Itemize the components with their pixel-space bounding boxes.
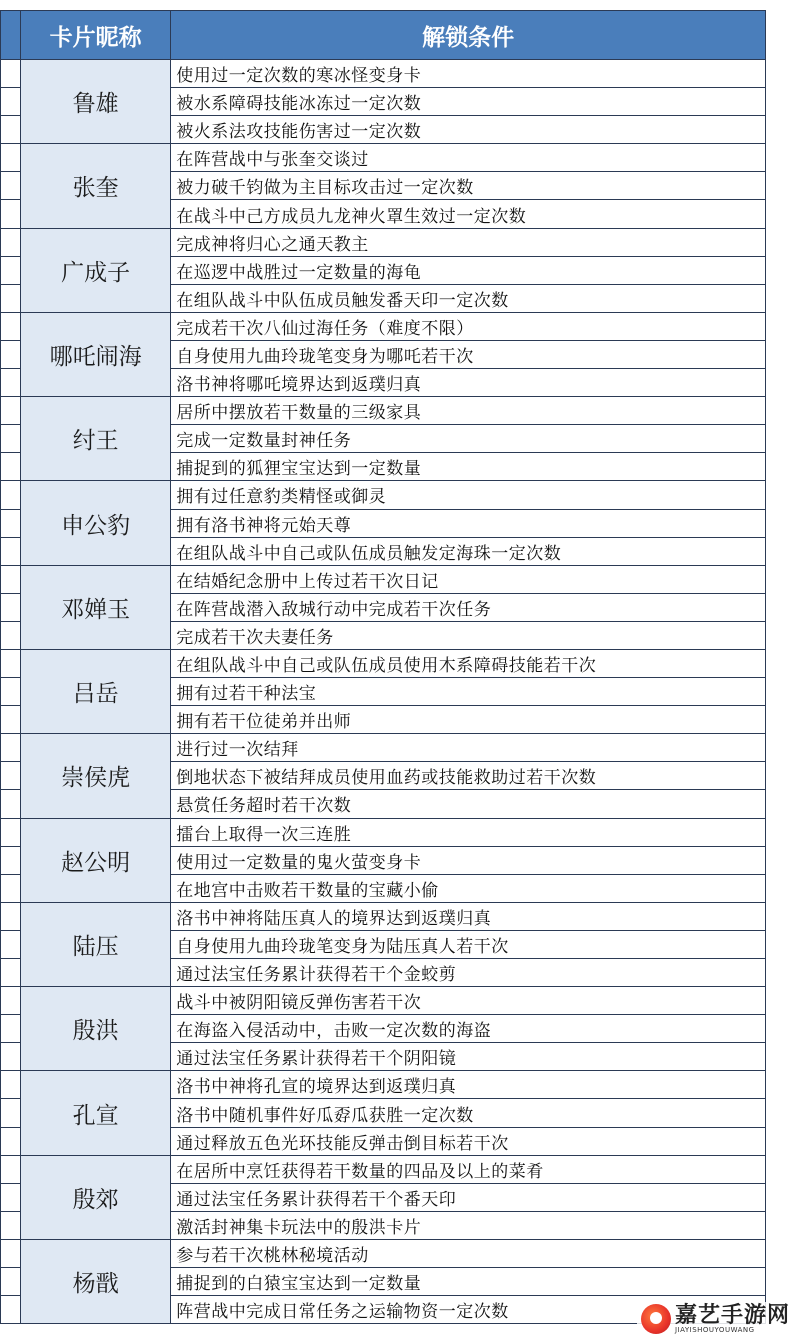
cut-cell	[1, 284, 21, 312]
unlock-condition-cell: 完成若干次夫妻任务	[171, 621, 766, 649]
cut-cell	[1, 369, 21, 397]
header-nickname: 卡片昵称	[21, 11, 171, 60]
table-row	[1, 1155, 766, 1183]
unlock-condition-cell: 在组队战斗中队伍成员触发番天印一定次数	[171, 284, 766, 312]
cut-cell	[1, 593, 21, 621]
cut-cell	[1, 1183, 21, 1211]
table-body	[1, 60, 766, 1324]
cut-cell	[1, 397, 21, 425]
unlock-condition-cell: 使用过一定数量的鬼火萤变身卡	[171, 846, 766, 874]
unlock-condition-cell: 在地宫中击败若干数量的宝藏小偷	[171, 874, 766, 902]
unlock-condition-cell: 战斗中被阴阳镜反弹伤害若干次	[171, 987, 766, 1015]
unlock-condition-cell: 完成一定数量封神任务	[171, 425, 766, 453]
cut-cell	[1, 1099, 21, 1127]
cut-cell	[1, 706, 21, 734]
unlock-condition-cell: 在居所中烹饪获得若干数量的四品及以上的菜肴	[171, 1155, 766, 1183]
card-nickname-cell: 孔宣	[21, 1071, 171, 1155]
card-nickname-cell: 杨戬	[21, 1239, 171, 1323]
unlock-condition-cell: 进行过一次结拜	[171, 734, 766, 762]
unlock-condition-cell: 阵营战中完成日常任务之运输物资一定次数	[171, 1296, 766, 1324]
unlock-condition-cell: 完成神将归心之通天教主	[171, 228, 766, 256]
cut-cell	[1, 1127, 21, 1155]
cut-cell	[1, 1071, 21, 1099]
header-cut-cell	[1, 11, 21, 60]
card-nickname-cell: 纣王	[21, 397, 171, 481]
unlock-condition-cell: 拥有过若干种法宝	[171, 678, 766, 706]
cut-cell	[1, 537, 21, 565]
unlock-condition-cell: 倒地状态下被结拜成员使用血药或技能救助过若干次数	[171, 762, 766, 790]
cut-cell	[1, 1239, 21, 1267]
cut-cell	[1, 172, 21, 200]
unlock-condition-cell: 使用过一定次数的寒冰怪变身卡	[171, 60, 766, 88]
cut-cell	[1, 256, 21, 284]
cut-cell	[1, 340, 21, 368]
cut-cell	[1, 874, 21, 902]
card-nickname-cell: 陆压	[21, 902, 171, 986]
cut-cell	[1, 790, 21, 818]
cut-cell	[1, 846, 21, 874]
unlock-condition-cell: 在海盗入侵活动中，击败一定次数的海盗	[171, 1015, 766, 1043]
unlock-condition-cell: 通过法宝任务累计获得若干个阴阳镜	[171, 1043, 766, 1071]
unlock-conditions-table	[0, 10, 766, 1324]
site-watermark	[637, 1302, 794, 1336]
table-row	[1, 649, 766, 677]
table-row	[1, 144, 766, 172]
table-row	[1, 1071, 766, 1099]
cut-cell	[1, 649, 21, 677]
table-row	[1, 60, 766, 88]
cut-cell	[1, 1015, 21, 1043]
cut-cell	[1, 1155, 21, 1183]
cut-cell	[1, 987, 21, 1015]
unlock-condition-cell: 在结婚纪念册中上传过若干次日记	[171, 565, 766, 593]
cut-cell	[1, 930, 21, 958]
card-nickname-cell: 殷洪	[21, 987, 171, 1071]
card-nickname-cell: 哪吒闹海	[21, 312, 171, 396]
cut-cell	[1, 200, 21, 228]
unlock-condition-cell: 洛书中神将孔宣的境界达到返璞归真	[171, 1071, 766, 1099]
unlock-condition-cell: 洛书中随机事件好瓜孬瓜获胜一定次数	[171, 1099, 766, 1127]
unlock-condition-cell: 通过法宝任务累计获得若干个番天印	[171, 1183, 766, 1211]
table-header	[1, 11, 766, 60]
card-nickname-cell: 赵公明	[21, 818, 171, 902]
cut-cell	[1, 509, 21, 537]
unlock-condition-cell: 通过法宝任务累计获得若干个金蛟剪	[171, 959, 766, 987]
table-row	[1, 397, 766, 425]
header-condition: 解锁条件	[171, 11, 766, 60]
table-row	[1, 734, 766, 762]
card-nickname-cell: 崇侯虎	[21, 734, 171, 818]
unlock-condition-cell: 悬赏任务超时若干次数	[171, 790, 766, 818]
unlock-condition-cell: 捕捉到的狐狸宝宝达到一定数量	[171, 453, 766, 481]
unlock-condition-cell: 在组队战斗中自己或队伍成员使用木系障碍技能若干次	[171, 649, 766, 677]
unlock-condition-cell: 洛书神将哪吒境界达到返璞归真	[171, 369, 766, 397]
unlock-condition-cell: 被力破千钧做为主目标攻击过一定次数	[171, 172, 766, 200]
card-nickname-cell: 张奎	[21, 144, 171, 228]
unlock-condition-cell: 拥有若干位徒弟并出师	[171, 706, 766, 734]
cut-cell	[1, 144, 21, 172]
unlock-condition-cell: 参与若干次桃林秘境活动	[171, 1239, 766, 1267]
unlock-condition-cell: 自身使用九曲玲珑笔变身为陆压真人若干次	[171, 930, 766, 958]
cut-cell	[1, 818, 21, 846]
cut-cell	[1, 60, 21, 88]
table-row	[1, 312, 766, 340]
card-nickname-cell: 殷郊	[21, 1155, 171, 1239]
unlock-condition-cell: 通过释放五色光环技能反弹击倒目标若干次	[171, 1127, 766, 1155]
unlock-condition-cell: 在巡逻中战胜过一定数量的海龟	[171, 256, 766, 284]
unlock-condition-cell: 在战斗中己方成员九龙神火罩生效过一定次数	[171, 200, 766, 228]
cut-cell	[1, 1268, 21, 1296]
unlock-condition-cell: 在阵营战中与张奎交谈过	[171, 144, 766, 172]
cut-cell	[1, 228, 21, 256]
cut-cell	[1, 565, 21, 593]
cut-cell	[1, 621, 21, 649]
table-row	[1, 481, 766, 509]
cut-cell	[1, 312, 21, 340]
unlock-condition-cell: 被水系障碍技能冰冻过一定次数	[171, 88, 766, 116]
table-row	[1, 818, 766, 846]
unlock-condition-cell: 自身使用九曲玲珑笔变身为哪吒若干次	[171, 340, 766, 368]
table-row	[1, 228, 766, 256]
watermark-name: 嘉艺手游网	[674, 1302, 790, 1328]
card-nickname-cell: 广成子	[21, 228, 171, 312]
cut-cell	[1, 425, 21, 453]
table-row	[1, 902, 766, 930]
table-row	[1, 565, 766, 593]
cut-cell	[1, 481, 21, 509]
unlock-condition-cell: 捕捉到的白猿宝宝达到一定数量	[171, 1268, 766, 1296]
unlock-condition-cell: 在阵营战潜入敌城行动中完成若干次任务	[171, 593, 766, 621]
unlock-condition-cell: 洛书中神将陆压真人的境界达到返璞归真	[171, 902, 766, 930]
card-nickname-cell: 邓婵玉	[21, 565, 171, 649]
site-logo-icon	[641, 1304, 671, 1334]
watermark-pinyin: JIAYISHOUYOUWANG	[674, 1325, 755, 1334]
card-nickname-cell: 申公豹	[21, 481, 171, 565]
unlock-condition-cell: 拥有洛书神将元始天尊	[171, 509, 766, 537]
cut-cell	[1, 902, 21, 930]
unlock-condition-cell: 拥有过任意豹类精怪或御灵	[171, 481, 766, 509]
cut-cell	[1, 116, 21, 144]
unlock-condition-cell: 在组队战斗中自己或队伍成员触发定海珠一定次数	[171, 537, 766, 565]
table-row	[1, 987, 766, 1015]
table-row	[1, 1239, 766, 1267]
cut-cell	[1, 959, 21, 987]
cut-cell	[1, 88, 21, 116]
unlock-condition-cell: 居所中摆放若干数量的三级家具	[171, 397, 766, 425]
unlock-condition-cell: 被火系法攻技能伤害过一定次数	[171, 116, 766, 144]
cut-cell	[1, 453, 21, 481]
cut-cell	[1, 678, 21, 706]
cut-cell	[1, 734, 21, 762]
card-nickname-cell: 鲁雄	[21, 60, 171, 144]
cut-cell	[1, 1296, 21, 1324]
cut-cell	[1, 1211, 21, 1239]
unlock-condition-cell: 激活封神集卡玩法中的殷洪卡片	[171, 1211, 766, 1239]
cut-cell	[1, 762, 21, 790]
cut-cell	[1, 1043, 21, 1071]
card-nickname-cell: 吕岳	[21, 649, 171, 733]
unlock-condition-cell: 完成若干次八仙过海任务（难度不限）	[171, 312, 766, 340]
unlock-condition-cell: 擂台上取得一次三连胜	[171, 818, 766, 846]
